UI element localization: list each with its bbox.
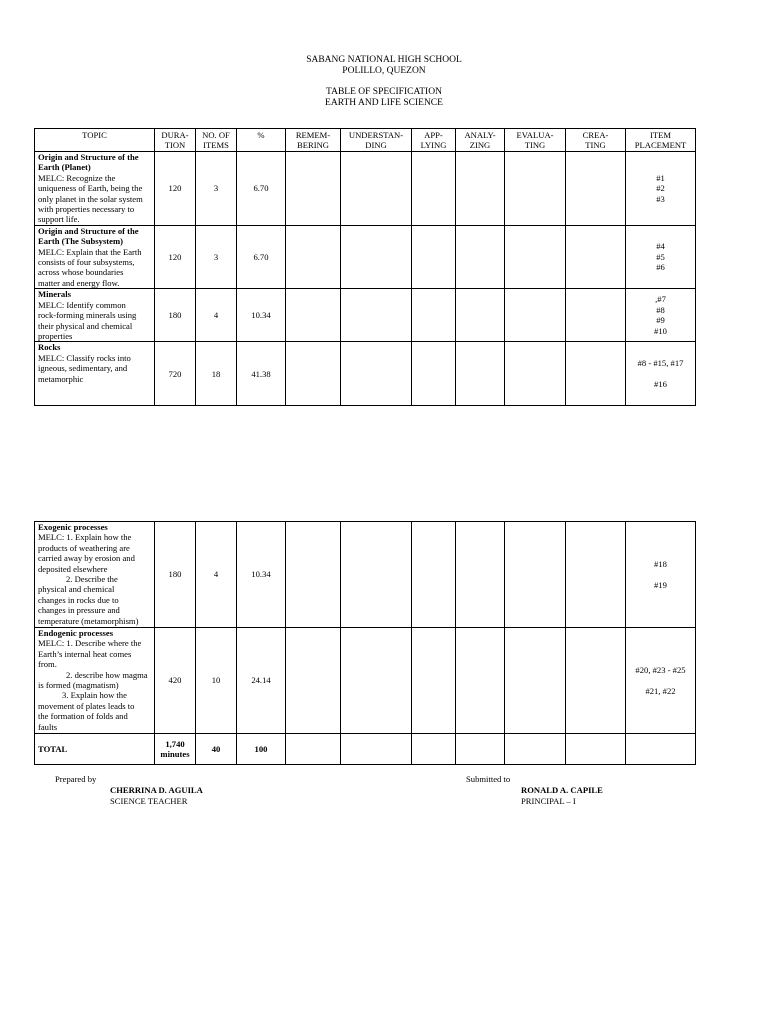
remembering-cell bbox=[286, 628, 341, 734]
placement-cell: #18 #19 bbox=[626, 522, 696, 628]
understanding-cell bbox=[341, 289, 412, 342]
evaluating-cell bbox=[505, 734, 566, 765]
creating-cell bbox=[566, 152, 626, 226]
items-cell: 4 bbox=[196, 289, 237, 342]
analyzing-cell bbox=[456, 225, 505, 288]
total-duration: 1,740 minutes bbox=[155, 734, 196, 765]
table-row bbox=[35, 628, 696, 734]
table-row bbox=[35, 152, 696, 226]
applying-cell bbox=[412, 289, 456, 342]
items-cell: 3 bbox=[196, 152, 237, 226]
remembering-cell bbox=[286, 522, 341, 628]
prepared-by-title: SCIENCE TEACHER bbox=[110, 795, 188, 806]
analyzing-cell bbox=[456, 342, 505, 406]
creating-cell bbox=[566, 734, 626, 765]
analyzing-cell bbox=[456, 289, 505, 342]
duration-cell: 420 bbox=[155, 628, 196, 734]
placement-cell bbox=[626, 734, 696, 765]
specification-table-part1 bbox=[34, 128, 696, 406]
col-creating: CREA- TING bbox=[566, 129, 626, 152]
topic-cell: Origin and Structure of the Earth (The Subsystem) MELC: Explain that the Earth consists of four subsystems, across whose boundaries matter and energy flow. bbox=[35, 225, 155, 288]
col-analyzing: ANALY- ZING bbox=[456, 129, 505, 152]
col-applying: APP- LYING bbox=[412, 129, 456, 152]
topic-cell: Origin and Structure of the Earth (Planet) MELC: Recognize the uniqueness of Earth, being the only planet in the solar system with properties necessary to support life. bbox=[35, 152, 155, 226]
creating-cell bbox=[566, 342, 626, 406]
table-row bbox=[35, 522, 696, 628]
prepared-by-block bbox=[110, 785, 203, 806]
prepared-by-label: Prepared by bbox=[55, 774, 97, 784]
remembering-cell bbox=[286, 225, 341, 288]
school-address: POLILLO, QUEZON bbox=[342, 66, 426, 76]
remembering-cell bbox=[286, 289, 341, 342]
subject-title: EARTH AND LIFE SCIENCE bbox=[325, 98, 443, 108]
total-label: TOTAL bbox=[35, 734, 155, 765]
understanding-cell bbox=[341, 734, 412, 765]
creating-cell bbox=[566, 225, 626, 288]
applying-cell bbox=[412, 628, 456, 734]
duration-cell: 180 bbox=[155, 522, 196, 628]
submitted-to-title: PRINCIPAL – I bbox=[521, 795, 576, 806]
creating-cell bbox=[566, 628, 626, 734]
table-header-row bbox=[35, 129, 696, 152]
remembering-cell bbox=[286, 342, 341, 406]
percent-cell: 6.70 bbox=[237, 152, 286, 226]
placement-cell: #1 #2 #3 bbox=[626, 152, 696, 226]
document-title: TABLE OF SPECIFICATION bbox=[326, 87, 442, 97]
duration-cell: 120 bbox=[155, 152, 196, 226]
understanding-cell bbox=[341, 342, 412, 406]
table-row bbox=[35, 289, 696, 342]
analyzing-cell bbox=[456, 522, 505, 628]
document-header bbox=[0, 55, 768, 109]
topic-cell: Minerals MELC: Identify common rock-forming minerals using their physical and chemical properties bbox=[35, 289, 155, 342]
total-row bbox=[35, 734, 696, 765]
understanding-cell bbox=[341, 522, 412, 628]
items-cell: 3 bbox=[196, 225, 237, 288]
duration-cell: 120 bbox=[155, 225, 196, 288]
col-topic: TOPIC bbox=[35, 129, 155, 152]
topic-cell: Exogenic processes MELC: 1. Explain how the products of weathering are carried away by erosion and deposited elsewhere 2. Describe the physical and chemical changes in rocks due to changes in pressure and temperature (metamorphism) bbox=[35, 522, 155, 628]
placement-cell: #4 #5 #6 bbox=[626, 225, 696, 288]
col-evaluating: EVALUA- TING bbox=[505, 129, 566, 152]
applying-cell bbox=[412, 152, 456, 226]
placement-cell: #8 - #15, #17 #16 bbox=[626, 342, 696, 406]
col-remembering: REMEM- BERING bbox=[286, 129, 341, 152]
total-items: 40 bbox=[196, 734, 237, 765]
remembering-cell bbox=[286, 734, 341, 765]
placement-cell: #20, #23 - #25 #21, #22 bbox=[626, 628, 696, 734]
topic-cell: Endogenic processes MELC: 1. Describe where the Earth’s internal heat comes from. 2. describe how magma is formed (magmatism) 3. Explain how the movement of plates leads to the formation of folds and faults bbox=[35, 628, 155, 734]
col-items: NO. OF ITEMS bbox=[196, 129, 237, 152]
prepared-by-name: CHERRINA D. AGUILA bbox=[110, 785, 203, 795]
school-name: SABANG NATIONAL HIGH SCHOOL bbox=[306, 55, 462, 65]
percent-cell: 24.14 bbox=[237, 628, 286, 734]
col-understanding: UNDERSTAN- DING bbox=[341, 129, 412, 152]
items-cell: 4 bbox=[196, 522, 237, 628]
submitted-to-label: Submitted to bbox=[466, 774, 511, 784]
evaluating-cell bbox=[505, 289, 566, 342]
percent-cell: 41.38 bbox=[237, 342, 286, 406]
applying-cell bbox=[412, 342, 456, 406]
creating-cell bbox=[566, 522, 626, 628]
total-percent: 100 bbox=[237, 734, 286, 765]
analyzing-cell bbox=[456, 734, 505, 765]
percent-cell: 10.34 bbox=[237, 289, 286, 342]
items-cell: 18 bbox=[196, 342, 237, 406]
applying-cell bbox=[412, 225, 456, 288]
evaluating-cell bbox=[505, 152, 566, 226]
submitted-to-block bbox=[521, 785, 603, 806]
creating-cell bbox=[566, 289, 626, 342]
duration-cell: 720 bbox=[155, 342, 196, 406]
remembering-cell bbox=[286, 152, 341, 226]
understanding-cell bbox=[341, 628, 412, 734]
table-row bbox=[35, 342, 696, 406]
percent-cell: 6.70 bbox=[237, 225, 286, 288]
evaluating-cell bbox=[505, 628, 566, 734]
evaluating-cell bbox=[505, 522, 566, 628]
evaluating-cell bbox=[505, 225, 566, 288]
col-percent: % bbox=[237, 129, 286, 152]
applying-cell bbox=[412, 734, 456, 765]
duration-cell: 180 bbox=[155, 289, 196, 342]
evaluating-cell bbox=[505, 342, 566, 406]
understanding-cell bbox=[341, 225, 412, 288]
percent-cell: 10.34 bbox=[237, 522, 286, 628]
col-placement: ITEM PLACEMENT bbox=[626, 129, 696, 152]
table-row bbox=[35, 225, 696, 288]
topic-cell: Rocks MELC: Classify rocks into igneous, sedimentary, and metamorphic bbox=[35, 342, 155, 406]
applying-cell bbox=[412, 522, 456, 628]
submitted-to-name: RONALD A. CAPILE bbox=[521, 785, 603, 795]
specification-table-part2 bbox=[34, 521, 696, 765]
analyzing-cell bbox=[456, 628, 505, 734]
analyzing-cell bbox=[456, 152, 505, 226]
understanding-cell bbox=[341, 152, 412, 226]
items-cell: 10 bbox=[196, 628, 237, 734]
col-duration: DURA- TION bbox=[155, 129, 196, 152]
placement-cell: ,#7 #8 #9 #10 bbox=[626, 289, 696, 342]
